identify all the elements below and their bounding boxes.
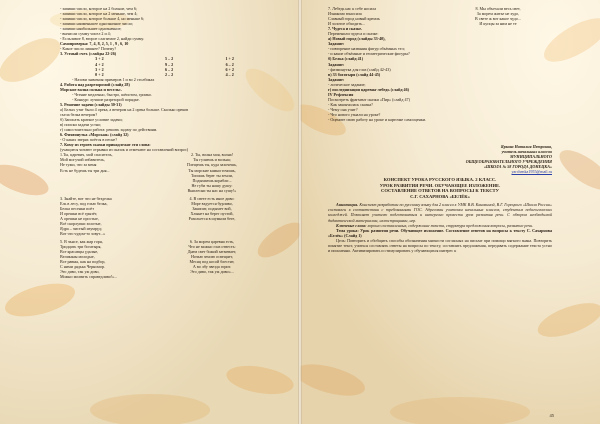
poem-line: Море вздуется бурливо,: [191, 200, 233, 206]
topic-paragraph: Тема урока: Урок развития речи. Обучающее изложение. Составление ответов на вопросы к тексту С. Сахарнова «Белёк» (Слайд 1): [328, 227, 552, 238]
math-example: 4 – 2: [225, 71, 234, 77]
poem-line: Днем свет божий затмевает,: [187, 249, 237, 255]
task7-items: [328, 36, 552, 122]
poem-line: Ночью землю освещает,: [190, 254, 234, 260]
poem-line: Это диво, так уж диво»...: [190, 269, 234, 275]
poem-line: 4. В свете есть иное диво:: [189, 195, 235, 201]
left-page-content: [60, 6, 260, 279]
poem-block-1: [60, 152, 260, 192]
keywords-label: Ключевые слова:: [336, 222, 367, 228]
math-example: 2 – 2: [164, 71, 174, 77]
poem-line: Подымаешь корабли –: [192, 177, 232, 183]
math-example: 6 – 2: [164, 66, 174, 72]
poem-line: И золотое обходить...: [328, 21, 366, 27]
poem-line: 2. Ты, волна моя, волна!: [191, 152, 233, 158]
author-email-link[interactable]: yarchenka1955@mail.ru: [511, 169, 552, 175]
task7-item: - Чему она учит?: [328, 106, 358, 112]
task5-title: 5. Решение задачи (слайды 30-31): [60, 101, 122, 107]
poem-line: Можно молвить справедливо!»...: [60, 274, 118, 280]
poem-block-top: [328, 6, 552, 26]
math-example: 4 + 2: [95, 61, 104, 67]
math-example: 5 – 2: [164, 56, 174, 62]
poem-line: Это диво, так уж диво,: [60, 269, 100, 275]
annotation-text: Конспект разработан по русскому языку для 2 класса к УМК В.В. Канакиной, В.Г. Горецкого «Школа России» составлен в соответствии с требованиями ГОС. Адресован учителям начальных классов, студентам педагогических колледжей. Позволяет учителю подготовиться и интересно провести урок развития речи. С обзором необходимой дидактической материалом, иллюстрациями, игр.: [328, 202, 552, 223]
task5-line: в) поиски задачи устно;: [60, 122, 102, 128]
task4-lines: [60, 92, 260, 102]
poem-column-right: [164, 239, 260, 279]
task5-line: съела белка вечером?: [60, 111, 98, 117]
task3-title: 3. Устный счет. (слайды 22-26): [60, 51, 117, 57]
poem-column-right: [164, 196, 260, 236]
right-page-content: [328, 6, 552, 253]
math-example: 6 – 2: [225, 61, 234, 67]
list-line: - вычисли сумму чисел 2 и 4;: [60, 31, 111, 37]
title-line: СОСТАВЛЕНИЕ ОТВЕТОВ НА ВОПРОСЫ К ТЕКСТУ: [381, 188, 499, 194]
poem-line: Все красавцы удалые,: [60, 249, 99, 255]
poem-column-right: [164, 152, 260, 192]
list-line: - запиши наибольшее однозначное;: [60, 26, 122, 32]
poem-line: Что не можно глаз отвесть:: [188, 244, 236, 250]
poem-line: Тридцать три богатыря,: [60, 244, 102, 250]
poem-line: Вот что чудом-то зовут...»: [60, 231, 106, 237]
task7-item: - Оцените свою работу на уроке и карточке самооценки.: [328, 117, 427, 123]
poem-line: 3. Знайте, вот что не безделка: [60, 195, 112, 201]
task4-title-2: Морские волна сильна и весельс.: [60, 86, 122, 92]
poem-line: Плещешь ты, куда захочешь,: [186, 162, 238, 168]
task7-item: - логическое задание;: [328, 81, 366, 87]
poem-line: Белка песенки поёт: [60, 205, 95, 211]
math-example: 3 + 2: [95, 56, 104, 62]
task6-line: - О каких зверях поётся в песне?: [60, 137, 118, 143]
author-line: ОБЩЕОБРАЗОВАТЕЛЬНОГО УЧРЕЖДЕНИЯ: [465, 159, 552, 165]
task5-line: а) Белых утят было 4 орека, а вечером на 2 орека больше. Сколько ореков: [60, 106, 189, 112]
task5-line: б) Записать краткое условие задачи;: [60, 117, 123, 123]
task7-item: Задание:: [328, 61, 345, 67]
poem-line: С ними дядька Черномор.: [60, 264, 106, 270]
poem-line: Мой могучий избавитель,: [60, 157, 105, 163]
list-line: - запиши число, которое на 2 меньше, чем 4;: [60, 11, 138, 17]
math-example: 3 + 2: [95, 66, 104, 72]
poem-line: Ядра – чистый изумруд;: [60, 226, 102, 232]
poem-block-2: [60, 196, 260, 236]
self-check-values: 7, 4, 8, 2, 5, 1 , 9 , 6, 10: [89, 41, 129, 47]
right-page: [300, 0, 600, 424]
poem-line: И купцы за ним не те: [479, 21, 517, 27]
list-line: - запиши число, которое на 2 больше, чем 6;: [60, 6, 138, 11]
title-line: С.Г. САХАРНОВА «БЕЛЁК»: [410, 193, 470, 199]
poem-column-left: [60, 196, 156, 236]
task7-item: Посмотреть фрагмент сказки «Пир» (слайд 47): [328, 96, 410, 102]
task7-item: б) Белка (слайд 41): [328, 56, 364, 62]
poem-line: Ель в лесу, под елью белка,: [60, 200, 108, 206]
poem-line: 8. Мы объехали весь свет,: [475, 6, 521, 11]
author-block: [328, 144, 552, 169]
poem-line: 5. В чьнсе, как жар горя,: [60, 239, 103, 245]
math-example: 0 + 2: [95, 71, 104, 77]
book-gutter: [298, 0, 302, 424]
poem-line: Ты морские камни точишь,: [188, 167, 236, 173]
list-line: - запиши наименьшее однозначное число;: [60, 21, 134, 27]
poem-line: 1.Ты, царевич, мой спаситель,: [60, 152, 113, 158]
poem-line: А во лбу звезда горит.: [192, 264, 232, 270]
author-line: учитель начальных классов: [501, 149, 552, 155]
poem-line: 6. За морем царевна есть,: [189, 239, 235, 245]
math-example: 1 + 2: [225, 56, 234, 62]
article-title: [328, 177, 552, 199]
self-check-label: Самопроверка:: [60, 41, 89, 47]
poem-line: Великаны молодые,: [60, 254, 95, 260]
task7-item: - повторение названия фигур обьёмных тел;: [328, 46, 405, 52]
task7-item: IV Рефлексия: [328, 91, 354, 97]
poem-line: Месяц под косой блестит,: [189, 259, 235, 265]
poem-line: Славный город новый кремль: [328, 16, 380, 22]
list-line: - Есльливое 8, второе слагаемое 2, найди сумму.: [60, 36, 145, 42]
task7-title: 7. Кому из героев сказки принадлежат эти слова:: [60, 142, 151, 148]
task3-grid: [60, 56, 260, 76]
task4-line: - Чтение медленно, быстро, шёпотом, громко.: [72, 91, 152, 97]
poem-line: За морем житье не худо,: [476, 11, 520, 17]
task7-item: - Что нового узнали на уроке?: [328, 111, 381, 117]
right-task7-intro: Переменили чудеса и сказке:: [328, 31, 379, 37]
poem-block-3: [60, 239, 260, 279]
title-line: КОНСПЕКТ УРОКА РУССКОГО ЯЗЫКА. 2 КЛАСС.: [383, 177, 497, 183]
annotation-label: Аннотация.: [336, 202, 359, 208]
poem-line: Не губи ты нашу душу:: [191, 182, 233, 188]
poem-line: Всё скорлупки золотые,: [60, 220, 102, 226]
poem-line: Закипит, подымет вой,: [192, 205, 232, 211]
poem-line: И орешки всё грызёт,: [60, 210, 98, 216]
poem-column-left: [60, 152, 156, 192]
poem-line: Изнакомо взносила: [328, 11, 362, 17]
author-line: Яркова Наталия Петровна,: [500, 144, 552, 150]
task5-line: г) самостоятельно работа: решить задачу по действиям.: [60, 127, 158, 133]
task7-sub: (учащиеся читают отрывки из сказок и отмечают на составлений вопрос): [60, 147, 189, 153]
author-line: «ШКОЛА № 58 ГОРОДА ДОНЕЦКА»: [483, 164, 552, 170]
annotation-paragraph: [328, 202, 552, 222]
poem-column-right: [444, 6, 552, 26]
poem-column-left: [60, 239, 156, 279]
task7-item: Задание:: [328, 41, 345, 47]
keywords-text: хорошо составленных, содержание текста, структура предложения вопросы, развитие речи.: [367, 222, 534, 228]
poem-line: Не тужи, что за меня: [60, 162, 97, 168]
right-task7-title: 7. Чудеса и сказке.: [328, 26, 363, 32]
task7-item: а) Новый город (слайды 33-40),: [328, 36, 386, 42]
task7-item: - и какие объёмные и геометрические фигуры?: [328, 51, 410, 57]
task7-item: в) 33 богатыря (слайд 44-45): [328, 71, 381, 77]
task7-item: - физминутка для глаз (слайд 42-43): [328, 66, 391, 72]
poem-line: А орешки не простые,: [60, 215, 99, 221]
poem-line: Топишь берег ты земли,: [191, 172, 233, 178]
poem-line: Выплесни ты нас на сушу!»: [187, 187, 237, 193]
task4-line: - Конкурс лучшие разрезорой порядке.: [72, 96, 140, 102]
task7-item: - Как закончилась сказка?: [328, 101, 373, 107]
list-line: - запиши число, которое больше 4, но меньше 6;: [60, 16, 145, 22]
math-example: 9 – 2: [164, 61, 174, 67]
task7-item: г) последнизация царевна-лебедь (слайд 46): [328, 86, 410, 92]
task6-title: 6. Физминутка «Морская» (слайд 32): [60, 132, 129, 138]
poem-line: Разольется в шумном беге,: [188, 215, 236, 221]
poem-column-left: [328, 6, 436, 26]
question-which: - Какое число лишнее? Почему?: [60, 46, 117, 52]
poem-line: Есть не будешь ты три дня...: [60, 167, 110, 173]
poem-line: Ты гуляешь и вольна;: [193, 157, 231, 163]
math-example: 6 + 2: [225, 66, 234, 72]
title-line: УРОК РАЗВИТИЯ РЕЧИ. ОБУЧАЮЩЕЕ ИЗЛОЖЕНИЕ.: [379, 182, 501, 188]
poem-line: В свете ж вот какое чудо...: [475, 16, 521, 22]
task7-item: Задание:: [328, 76, 345, 82]
author-line: МУНИЦИПАЛЬНОГО: [509, 154, 552, 160]
poem-line: Все равны, как на подбор,: [60, 259, 106, 265]
task3-note: - Назови значения примеров 1 и во 2 столбиках: [72, 76, 155, 82]
task5-lines: [60, 107, 260, 132]
task-list-top: [60, 6, 260, 41]
page-number-right: 45: [549, 413, 554, 418]
poem-line: 7. Лебедь нас к себе носила: [328, 6, 377, 11]
poem-line: Хлынет на берег пустой,: [190, 210, 234, 216]
keywords-paragraph: [328, 223, 552, 228]
task4-title-1: 4. Работа над разрезоромой (слайд 28): [60, 81, 130, 87]
goal-paragraph: Цель: Повторить и обобщить способы обозначения мягкости согласных на письме при помощи мягкого знака. Повторить понятие текст, учиться составлять ответы на вопросы по тексту, составлять предложения, передавать содержание текста устно и письменно. Активизировать и стимулировать у обучающихся интерес к: [328, 237, 552, 253]
